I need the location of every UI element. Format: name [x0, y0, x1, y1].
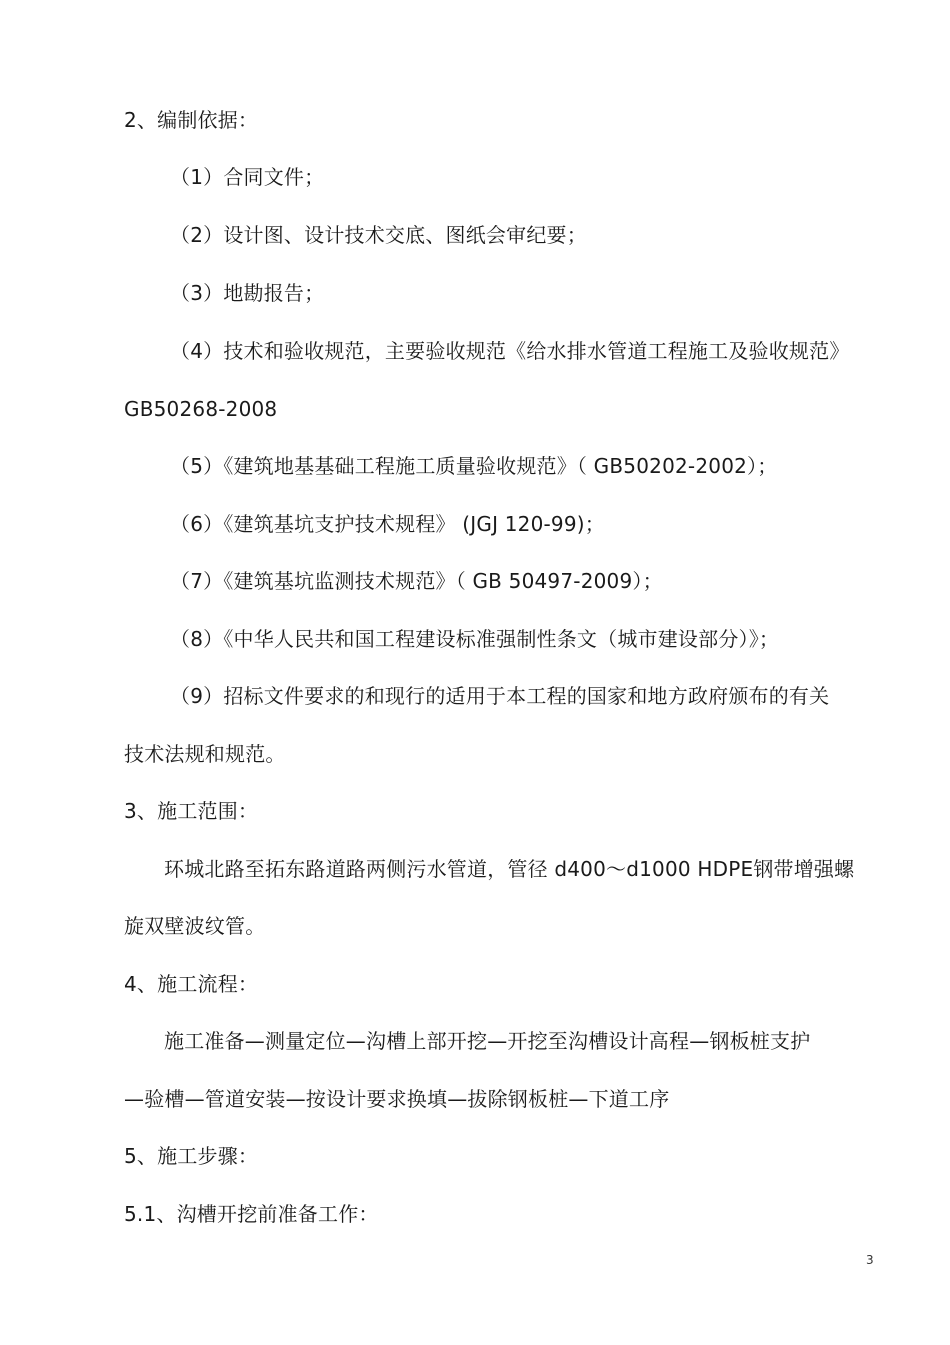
list-item: （4）技术和验收规范，主要验收规范《给水排水管道工程施工及验收规范》 [170, 339, 850, 363]
paragraph-continuation: 旋双壁波纹管。 [124, 914, 266, 938]
subsection-heading: 5.1、沟槽开挖前准备工作： [124, 1202, 379, 1226]
section-heading-scope: 3、施工范围： [124, 799, 259, 823]
paragraph: 环城北路至拓东路道路两侧污水管道，管径 d400～d1000 HDPE钢带增强螺 [164, 857, 855, 881]
list-item: （2）设计图、设计技术交底、图纸会审纪要； [170, 223, 587, 247]
list-item-continuation: GB50268-2008 [124, 397, 278, 421]
list-item: （3）地勘报告； [170, 281, 325, 305]
list-item-continuation: 技术法规和规范。 [124, 742, 286, 766]
list-item: （7）《建筑基坑监测技术规范》（ GB 50497-2009）； [170, 569, 663, 593]
list-item: （1）合同文件； [170, 165, 325, 189]
section-heading-basis: 2、编制依据： [124, 108, 259, 132]
list-item: （6）《建筑基坑支护技术规程》 (JGJ 120-99)； [170, 512, 605, 536]
paragraph-continuation: —验槽—管道安装—按设计要求换填—拔除钢板桩—下道工序 [124, 1087, 670, 1111]
list-item: （8）《中华人民共和国工程建设标准强制性条文（城市建设部分）》； [170, 627, 780, 651]
list-item: （9）招标文件要求的和现行的适用于本工程的国家和地方政府颁布的有关 [170, 684, 830, 708]
paragraph: 施工准备—测量定位—沟槽上部开挖—开挖至沟槽设计高程—钢板桩支护 [164, 1029, 811, 1053]
list-item: （5）《建筑地基基础工程施工质量验收规范》（ GB50202-2002）； [170, 454, 778, 478]
page-number: 3 [866, 1253, 874, 1267]
section-heading-steps: 5、施工步骤： [124, 1144, 259, 1168]
section-heading-process: 4、施工流程： [124, 972, 259, 996]
